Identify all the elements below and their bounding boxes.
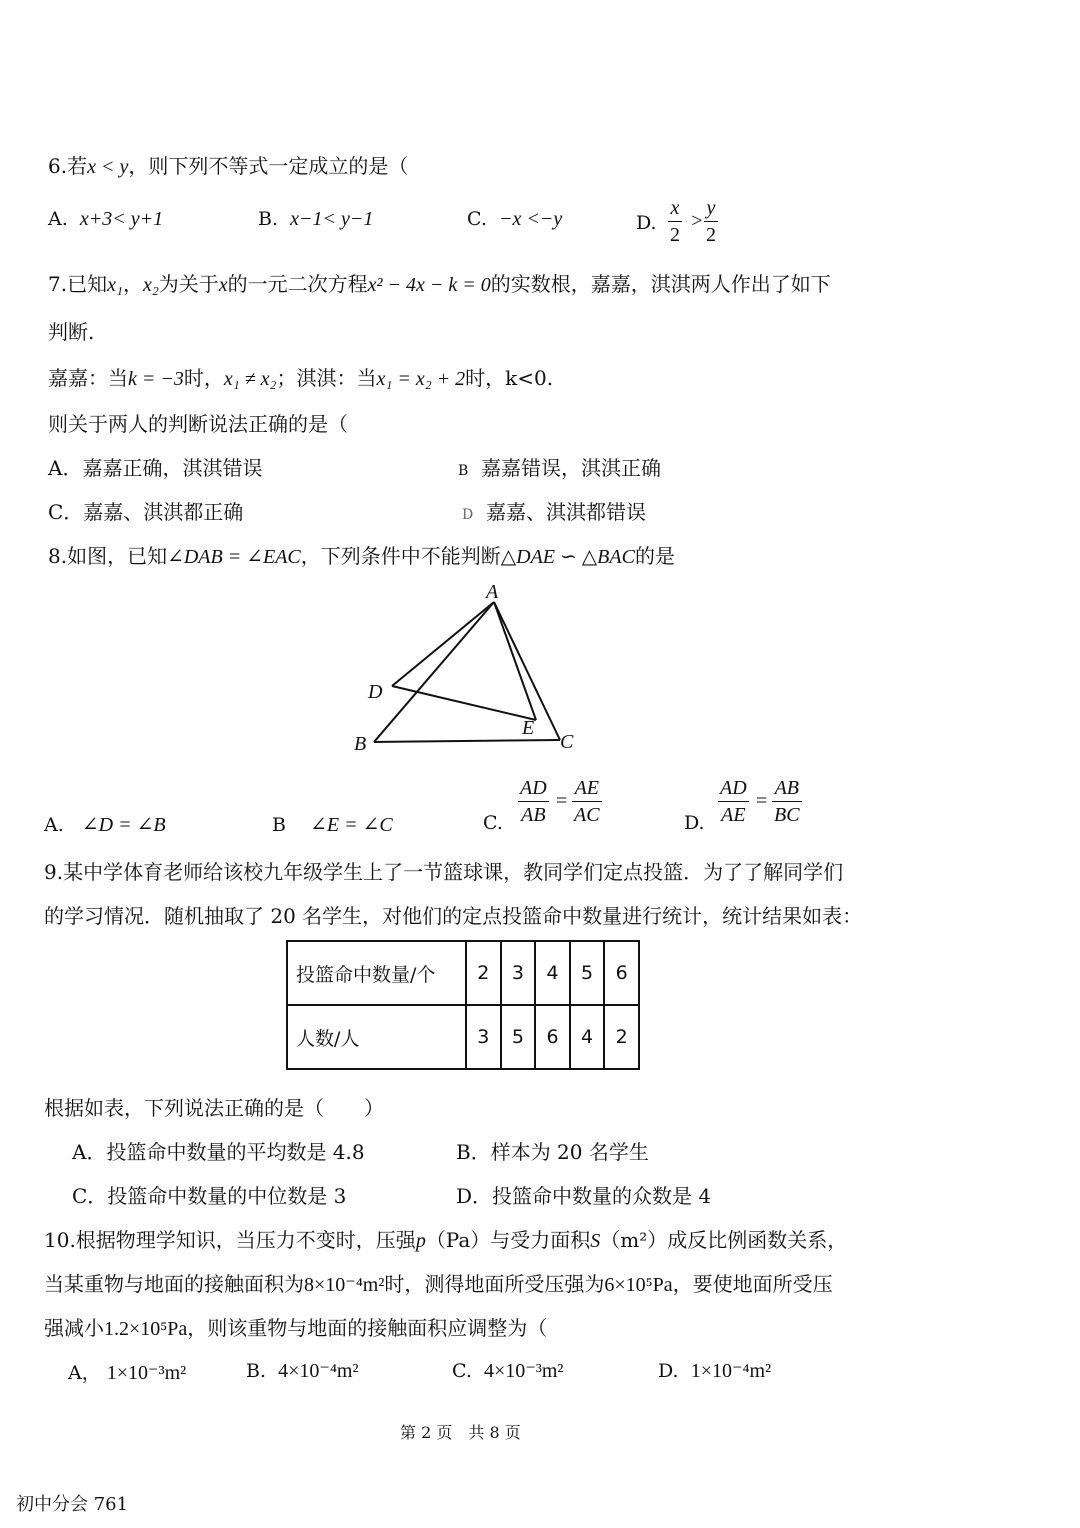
q8-option-b-expr: ∠E = ∠C xyxy=(310,814,393,836)
q9-option-b: B．样本为 20 名学生 xyxy=(456,1140,649,1164)
frac-denominator: AB xyxy=(521,804,546,826)
frac-numerator: AB xyxy=(774,777,799,799)
q7-option-d-text: 嘉嘉、淇淇都错误 xyxy=(485,500,646,524)
q6-option-a xyxy=(48,208,163,231)
q7-line4: 则关于两人的判断说法正确的是（ xyxy=(48,412,348,436)
table-cell: 6 xyxy=(604,941,639,1005)
q6-option-a-expr: x+3< y+1 xyxy=(79,208,164,230)
page-footer: 第 2 页 共 8 页 xyxy=(400,1423,521,1442)
q10-option-a-label: A， xyxy=(68,1362,101,1384)
q8-triangle-figure xyxy=(340,578,600,758)
table-cell: 5 xyxy=(570,941,605,1005)
table-header-cell: 投篮命中数量/个 xyxy=(287,941,466,1005)
q7-text: 的实数根，嘉嘉，淇淇两人作出了如下 xyxy=(490,272,831,296)
q6-option-b-expr: x−1< y−1 xyxy=(290,208,374,230)
edge-bc xyxy=(374,740,560,742)
table-cell: 6 xyxy=(535,1005,570,1069)
q7-text: 为关于 xyxy=(158,272,219,296)
q9-option-d: D．投篮命中数量的众数是 4 xyxy=(456,1184,712,1208)
q6-option-b-label: B. xyxy=(258,208,279,230)
q6-stem-suffix: ，则下列不等式一定成立的是（ xyxy=(128,154,409,178)
q7-option-c: C．嘉嘉、淇淇都正确 xyxy=(48,500,244,524)
q8-stem xyxy=(48,540,675,569)
q8-option-b-label: B xyxy=(272,814,286,836)
frac-numerator: x xyxy=(670,197,680,219)
q6-stem xyxy=(48,150,408,179)
q7-text: 的一元二次方程 xyxy=(227,272,368,296)
q10-pressure: 6×10⁵Pa xyxy=(604,1274,673,1296)
table-cell: 4 xyxy=(570,1005,605,1069)
q9-line1: 9.某中学体育老师给该校九年级学生上了一节篮球课，教同学们定点投篮．为了了解同学们 xyxy=(44,860,844,884)
q7-eq: x₁ = x₂ + 2 xyxy=(376,368,466,390)
q10-text: 10.根据物理学知识，当压力不变时，压强 xyxy=(44,1228,416,1252)
q8-option-d-eq: = xyxy=(756,790,768,812)
q8-option-c-label: C. xyxy=(483,812,503,834)
q7-sep: ， xyxy=(122,272,143,296)
table-cell: 4 xyxy=(535,941,570,1005)
q8-similar: △DAE ∽ △BAC xyxy=(500,546,635,568)
point-e-label: E xyxy=(522,717,535,739)
q6-option-b xyxy=(258,208,373,231)
q7-x2: x₂ xyxy=(142,274,159,296)
q7-text: 7.已知 xyxy=(48,272,108,296)
table-cell: 2 xyxy=(466,941,501,1005)
q6-option-c xyxy=(467,208,562,231)
q10-option-a-expr: 1×10⁻³m² xyxy=(106,1362,187,1384)
frac-denominator: AC xyxy=(574,804,600,826)
table-cell: 2 xyxy=(604,1005,639,1069)
q8-option-a-label: A. xyxy=(44,814,64,836)
q9-stats-table xyxy=(286,940,640,1070)
q8-option-d-frac2 xyxy=(772,778,802,825)
q10-text: （m²）成反比例函数关系， xyxy=(600,1228,848,1252)
q7-text: 嘉嘉：当 xyxy=(48,366,128,390)
q6-condition: x < y xyxy=(87,156,129,178)
q7-option-b xyxy=(458,452,661,481)
q6-option-d-frac-x xyxy=(668,198,682,245)
q10-line3 xyxy=(44,1312,547,1341)
q10-area: 8×10⁻⁴m² xyxy=(304,1274,385,1296)
edge-ab xyxy=(374,602,494,742)
q10-text: 强减小 xyxy=(44,1316,104,1340)
q10-text: 时，测得地面所受压强为 xyxy=(384,1272,605,1296)
q9-option-c: C．投篮命中数量的中位数是 3 xyxy=(72,1184,347,1208)
q10-line1 xyxy=(44,1224,847,1253)
q10-text: （Pa）与受力面积 xyxy=(425,1228,591,1252)
q8-option-d-label: D. xyxy=(684,812,705,834)
q8-given: ∠DAB = ∠EAC xyxy=(167,546,301,568)
q10-option-d xyxy=(658,1358,771,1383)
q7-option-d-label: D xyxy=(462,507,474,523)
q6-option-d-frac-y xyxy=(704,198,718,245)
q6-option-d-label: D. xyxy=(636,212,657,234)
q8-option-c-frac1 xyxy=(518,778,549,825)
table-header-cell: 人数/人 xyxy=(287,1005,466,1069)
edge-ae xyxy=(494,602,536,720)
frac-denominator: AE xyxy=(721,804,746,826)
q10-text: ，则该重物与地面的接触面积应调整为（ xyxy=(187,1316,548,1340)
q8-text: 的是 xyxy=(634,544,675,568)
q8-option-c-frac2 xyxy=(572,778,602,825)
q7-option-b-text: 嘉嘉错误，淇淇正确 xyxy=(481,456,662,480)
q8-option-d-frac1 xyxy=(718,778,749,825)
q10-option-c xyxy=(452,1358,563,1383)
q7-line3 xyxy=(48,362,553,391)
q8-text: 8.如图，已知 xyxy=(48,544,168,568)
table-cell: 3 xyxy=(466,1005,501,1069)
q10-option-d-expr: 1×10⁻⁴m² xyxy=(690,1360,772,1382)
q10-text: 当某重物与地面的接触面积为 xyxy=(44,1272,304,1296)
point-d-label: D xyxy=(368,681,383,703)
q7-line1 xyxy=(48,268,831,297)
table-cell: 5 xyxy=(501,1005,536,1069)
q7-equation: x² − 4x − k = 0 xyxy=(367,274,491,296)
point-c-label: C xyxy=(560,731,574,753)
point-b-label: B xyxy=(354,733,367,755)
q9-line2: 的学习情况．随机抽取了 20 名学生，对他们的定点投篮命中数量进行统计，统计结果如表： xyxy=(44,904,863,928)
q10-text: ，要使地面所受压 xyxy=(672,1272,833,1296)
q7-option-b-label: B xyxy=(458,463,469,479)
q10-reduce: 1.2×10⁵Pa xyxy=(104,1318,188,1340)
frac-denominator: 2 xyxy=(706,224,716,246)
q7-var-x: x xyxy=(218,274,228,296)
frac-numerator: AD xyxy=(720,777,747,799)
q8-option-a xyxy=(44,812,166,837)
q7-option-d xyxy=(462,496,646,525)
frac-numerator: AD xyxy=(520,777,547,799)
table-row xyxy=(287,941,639,1005)
point-a-label: A xyxy=(486,581,499,603)
frac-numerator: AE xyxy=(574,777,599,799)
q10-option-c-expr: 4×10⁻³m² xyxy=(484,1360,564,1382)
edge-de xyxy=(392,686,536,720)
q7-x1: x₁ xyxy=(107,274,123,296)
q7-option-a: A．嘉嘉正确，淇淇错误 xyxy=(48,456,263,480)
frac-denominator: BC xyxy=(774,804,800,826)
q6-option-c-expr: −x <−y xyxy=(499,208,563,230)
q6-option-d-op: > xyxy=(690,210,704,232)
q8-text: ，下列条件中不能判断 xyxy=(300,544,501,568)
q8-option-b xyxy=(272,812,393,837)
edge-ad xyxy=(392,602,494,686)
q10-s: S xyxy=(590,1230,601,1252)
q7-line2: 判断. xyxy=(48,320,95,344)
q10-option-b xyxy=(246,1358,358,1383)
q10-option-d-label: D. xyxy=(658,1360,679,1382)
q7-text: 时，k<0. xyxy=(465,366,554,390)
q6-option-c-label: C. xyxy=(467,208,487,230)
q7-k-condition: k = −3 xyxy=(128,368,184,390)
q7-neq: x₁ ≠ x₂ xyxy=(223,368,277,390)
table-row xyxy=(287,1005,639,1069)
watermark-text: 初中分会 761 xyxy=(16,1494,129,1515)
q10-option-a xyxy=(68,1358,186,1385)
q8-option-c-eq: = xyxy=(556,790,568,812)
q9-option-a: A．投篮命中数量的平均数是 4.8 xyxy=(72,1140,365,1164)
q10-option-c-label: C. xyxy=(452,1360,472,1382)
q10-option-b-label: B. xyxy=(246,1360,267,1382)
q7-text: ；淇淇：当 xyxy=(276,366,377,390)
q10-line2 xyxy=(44,1268,833,1297)
q6-stem-prefix: 6.若 xyxy=(48,154,88,178)
q10-p: p xyxy=(415,1230,426,1252)
q8-option-a-expr: ∠D = ∠B xyxy=(81,814,166,836)
frac-numerator: y xyxy=(706,197,716,219)
q10-option-b-expr: 4×10⁻⁴m² xyxy=(278,1360,359,1382)
q7-text: 时， xyxy=(183,366,224,390)
q9-line3: 根据如表，下列说法正确的是（ ） xyxy=(44,1096,384,1120)
table-cell: 3 xyxy=(501,941,536,1005)
q6-option-a-label: A. xyxy=(48,208,68,230)
frac-denominator: 2 xyxy=(670,224,680,246)
